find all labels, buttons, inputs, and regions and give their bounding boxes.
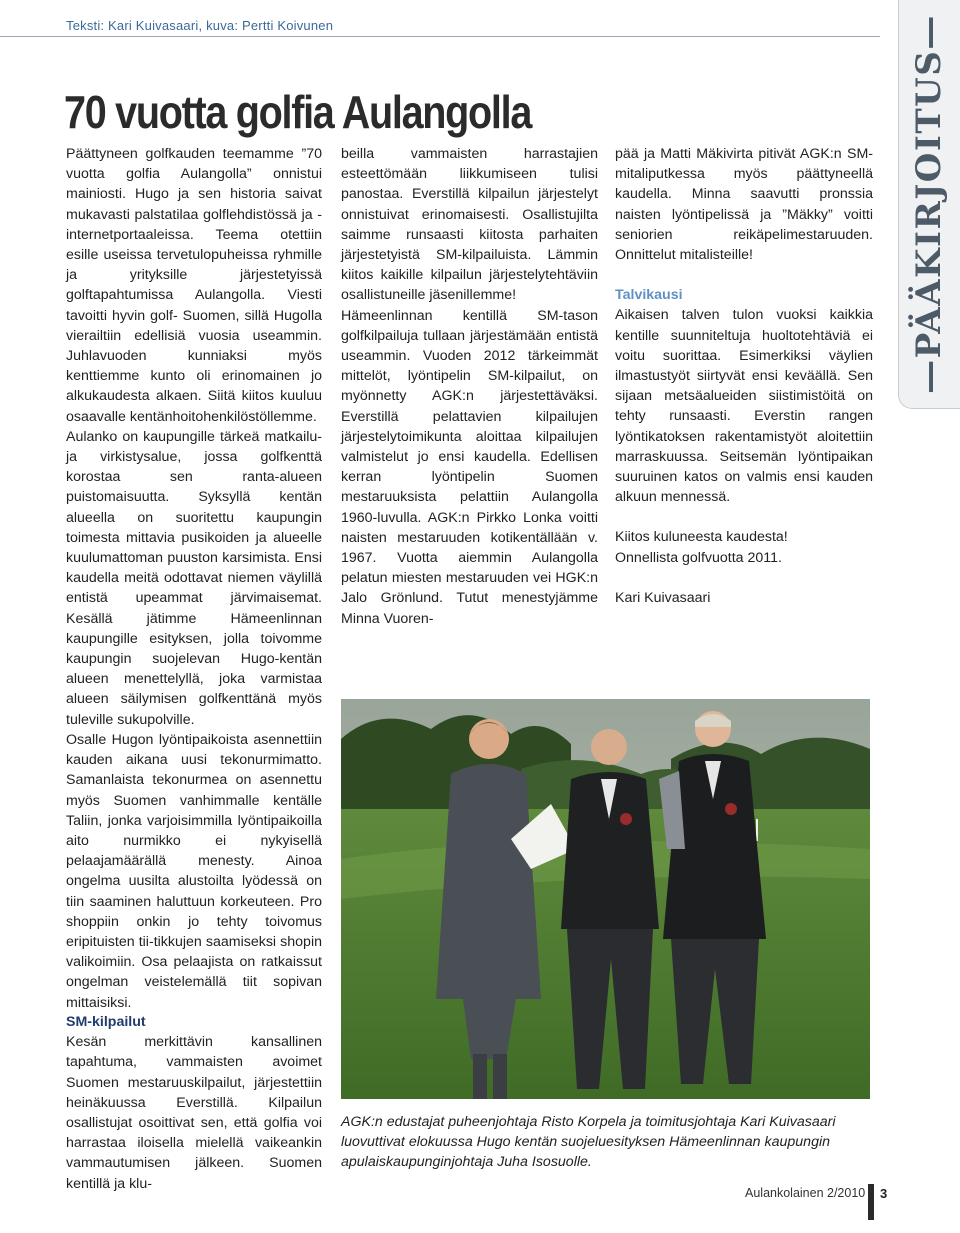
paragraph: pää ja Matti Mäkivirta pitivät AGK:n SM-mitaliputkessa myös päättyneellä kaudella. Minna saavutti pronssia naisten lyöntipelissä ja ”Mäkky” voitti seniorien reikäpelimestaruuden. Onnittelut mitalisteille! — [615, 146, 873, 264]
paragraph: Aikaisen talven tulon vuoksi kaikkia kentille suunniteltuja huoltotehtäviä ei voitu suorittaa. Esimerkiksi väylien ilmastustyöt siirtyvät ensi keväällä. Sen sijaan metsäalueiden siistimistöitä on tehty runsaasti. Everstin rangen lyöntikatoksen rakentamistyöt aloitettiin marraskuussa. Seitsemän lyöntipaikan suuruinen katos on valmis ensi kauden alkuun mennessä. — [615, 307, 873, 506]
article-column-3 — [615, 144, 873, 608]
sm-heading: SM-kilpailut — [66, 1014, 146, 1030]
page-number: 3 — [880, 1186, 888, 1201]
author-signature: Kari Kuivasaari — [615, 589, 711, 606]
header-divider — [0, 36, 880, 37]
paragraph: Päättyneen golfkauden teemamme ”70 vuotta golfia Aulangolla” onnistui mainiosti. Hugo ja sen historia saivat mukavasti palstatilaa golflehdistössä ja -internetportaaleissa. Teema otettiin esille useissa tervetulopuheissa ryhmille ja yrityksille järjestetyissä golftapahtumissa Aulangolla. Viesti tavoitti hyvin golf- Suomen, sillä Hugolla vierailtiin edellisiä vuosia useammin. Juhlavuoden kunniaksi myös kenttiemme kunto oli erinomainen jo alkukaudesta alkaen. Siitä kiitos kuuluu osaavalle kentänhoitohenkilöstöllemme. — [66, 146, 322, 425]
paragraph: Osalle Hugon lyöntipaikoista asennettiin kauden aikana uusi tekonurmimatto. Samanlaista tekonurmea on asennettu myös Suomen vanhimmalle kentälle Taliin, jonka varjoisimmilla lyöntipaikoilla aito nurmikko ei nykyisellä pelaajamäärällä menesty. Ainoa ongelma uusilta alustoilta lyödessä on tiin saaminen haluttuun korkeuteen. Pro shoppiin onkin jo tehty toivomus eripituisten tii-tikkujen saamiseksi shopin valikoimiin. Osa pelaajista on ratkaissut ongelman veistelemällä tiit sopivan mittaisiksi. — [66, 731, 322, 1011]
article-title: 70 vuotta golfia Aulangolla — [64, 85, 532, 138]
paragraph: beilla vammaisten harrastajien esteettömään liikkumiseen tulisi panostaa. Everstillä kilpailun järjestelyt onnistuivat erinomaisesti. Osallistujilta saimme runsaasti kiitosta parhaiten järjestetyistä SM-kilpailuista. Lämmin kiitos kaikille kilpailun järjestelytehtäviin osallistuneille jäsenillemme! — [341, 146, 598, 304]
paragraph: Hämeenlinnan kentillä SM-tason golfkilpailuja tullaan järjestämään entistä useammin. Vuoden 2012 tärkeimmät mittelöt, lyöntipelin SM-kilpailut, on myönnetty AGK:n järjestettäväksi. Everstillä pelattavien kilpailujen järjestelytoimikunta aloittaa kilpailujen valmistelut jo ensi kaudella. Edellisen kerran lyöntipelin Suomen mestaruuksista pelattiin Aulangolla 1960-luvulla. AGK:n Pirkko Lonka voitti naisten mestaruuden kotikentällään v. 1967. Vuotta aiemmin Aulangolla pelatun miesten mestaruuden vei HGK:n Jalo Grönlund. Tutut menestyjämme Minna Vuoren- — [341, 307, 598, 627]
magazine-issue: Aulankolainen 2/2010 — [745, 1186, 866, 1200]
section-tab-label: —PÄÄKIRJOITUS— — [909, 14, 949, 394]
sm-section — [66, 1012, 322, 1194]
paragraph: Aulanko on kaupungille tärkeä matkailu- ja virkistysalue, jossa golfkenttä korostaa sen ranta-alueen puistomaisuutta. Syksyllä kentän alueella on suoritettu kaupungin toimesta mittavia pusikoiden ja alueelle kuulumattoman puuston karsimista. Ensi kaudella meitä odottavat niemen väylillä entistä upeammat järvimaisemat. Kesällä jätimme Hämeenlinnan kaupungille esityksen, jolla toivomme kaupungin suojelevan Hugo-kentän alueen menettelyllä, joka varmistaa alueen säilymisen golfkenttänä myös tuleville sukupolville. — [66, 428, 322, 728]
article-credit: Teksti: Kari Kuivasaari, kuva: Pertti Koivunen — [66, 18, 334, 33]
talvikausi-heading: Talvikausi — [615, 287, 683, 304]
article-photo — [341, 699, 870, 1099]
footer-bar — [868, 1184, 874, 1220]
paragraph: Kesän merkittävin kansallinen tapahtuma, vammaisten avoimet Suomen mestaruuskilpailut, järjestettiin heinäkuussa Everstillä. Kilpailun osallistujat osoittivat sen, että golfia voi harrastaa iloisella mielellä vaikeankin vammautumisen jälkeen. Suomen kentillä ja klu- — [66, 1034, 322, 1192]
thanks-line: Kiitos kuluneesta kaudesta! — [615, 529, 788, 546]
article-column-2 — [341, 144, 598, 629]
article-column-1 — [66, 144, 322, 1013]
photo-caption: AGK:n edustajat puheenjohtaja Risto Korpela ja toimitusjohtaja Kari Kuivasaari luovuttivat elokuussa Hugo kentän suojeluesityksen Hämeenlinnan kaupungin apulaiskaupunginjohtaja Juha Isosuolle. — [341, 1114, 836, 1170]
new-year-wish: Onnellista golfvuotta 2011. — [615, 549, 782, 566]
